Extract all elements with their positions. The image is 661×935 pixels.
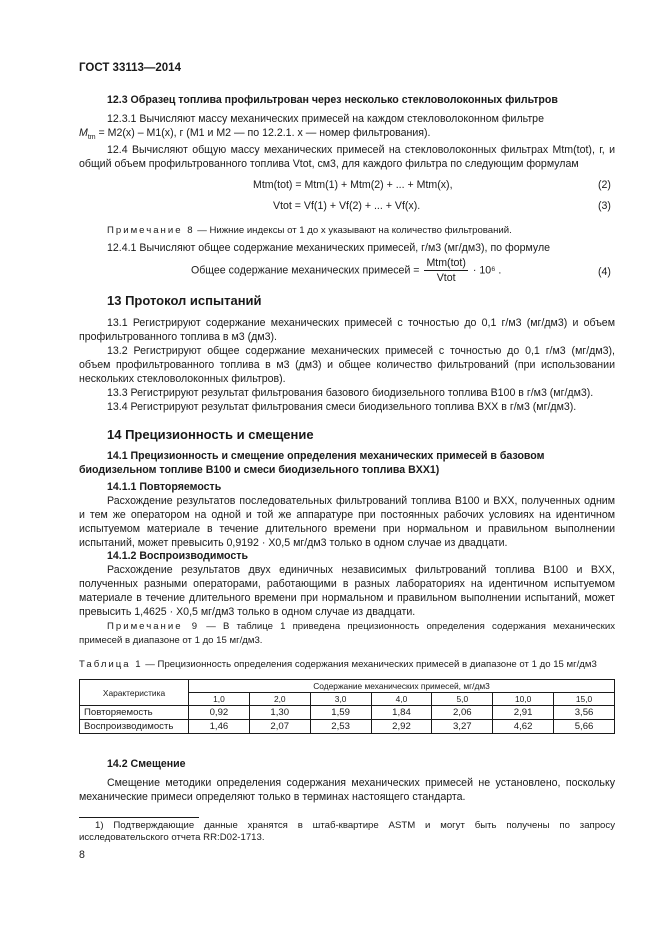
row-label: Воспроизводимость [80, 720, 189, 734]
document-header: ГОСТ 33113—2014 [79, 62, 181, 74]
value-cell: 2,91 [493, 706, 554, 720]
paragraph-text: 12.4.1 Вычисляют общее содержание механических примесей, г/м3 (мг/дм3), по формуле [107, 242, 551, 254]
section-14-1 [79, 449, 615, 477]
note-9: Примечание 9 — В таблице 1 приведена прецизионность определения содержания механических примесей в диапазоне от 1 до 15 мг/дм3. [79, 621, 615, 646]
table-header-row [80, 680, 615, 693]
paragraph-13-3: 13.3 Регистрируют результат фильтрования базового биодизельного топлива B100 в г/м3 (мг/дм3). [107, 387, 594, 399]
level-cell: 2,0 [249, 693, 310, 706]
section-14-1-2 [79, 549, 615, 619]
table-row [80, 720, 615, 734]
paragraph-text-continued: $M_{tm} = M2(x) - M1(x)$, г (M1 и M2 — по 12.2.1. x — номер фильтрования). [79, 127, 431, 142]
header-content-group: Содержание механических примесей, мг/дм3 [189, 680, 615, 693]
equation-number-3: (3) [598, 200, 611, 212]
paragraph-text: 12.3.1 Вычисляют массу механических примесей на каждом стекловолоконном фильтре [107, 113, 544, 125]
formula-4 [191, 257, 501, 284]
formula-2: Mtm(tot) = Mtm(1) + Mtm(2) + ... + Mtm(x), [253, 179, 453, 191]
paragraph-12-4-1 [79, 241, 615, 255]
header-characteristic: Характеристика [80, 680, 189, 706]
section-12-3 [79, 93, 615, 107]
section-12-3-title: 12.3 Образец топлива профильтрован через несколько стекловолоконных фильтров [107, 94, 558, 106]
value-cell: 5,66 [554, 720, 615, 734]
value-cell: 3,27 [432, 720, 493, 734]
paragraph-repeatability: Расхождение результатов последовательных фильтрований топлива B100 и BXX, полученных одним и тем же оператором на одной и той же аппаратуре при постоянных рабочих условиях на идентичном испытуемом материале в течение длительного времени при нормальном и правильном выполнении испытаний, может превысить 0,9192 · X0,5 мг/дм3 только в одном случае из двадцати. [79, 495, 615, 549]
level-cell: 3,0 [310, 693, 371, 706]
value-cell: 1,84 [371, 706, 432, 720]
section-14-2 [79, 757, 615, 804]
formula-4-fraction [424, 257, 467, 284]
level-cell: 5,0 [432, 693, 493, 706]
fraction-numerator: Mtm(tot) [426, 257, 466, 269]
subsection-14-1-1-title: 14.1.1 Повторяемость [107, 481, 222, 493]
precision-table [79, 679, 615, 734]
subsection-14-1-title: 14.1 Прецизионность и смещение определения механических примесей в базовом биодизельном топливе B100 и смеси биодизельного топлива BXX1) [79, 450, 545, 476]
value-cell: 0,92 [189, 706, 250, 720]
note-8: Примечание 8 — Нижние индексы от 1 до x указывают на количество фильтрований. [107, 225, 512, 236]
paragraph-reproducibility: Расхождение результатов двух единичных независимых фильтрований топлива B100 и BXX, полученных разными операторами, работающими в разных лабораториях на идентичном испытуемом материале в течение длительного времени при нормальном и правильном выполнении испытаний, может превысить 1,4625 · X0,5 мг/дм3 только в одном случае из двадцати. [79, 564, 615, 618]
level-cell: 1,0 [189, 693, 250, 706]
table-row [80, 706, 615, 720]
paragraph-13-2: 13.2 Регистрируют общее содержание механических примесей с точностью до 0,1 г/м3 (мг/дм3), объем профильтрованного топлива в м3 (дм3) и общее количество фильтрований (при использовании нескольких стекловолоконных фильтров). [79, 345, 615, 385]
paragraph-bias: Смещение методики определения содержания механических примесей не установлено, поскольку механические примеси определяют только в терминах настоящего стандарта. [79, 777, 615, 803]
section-13-body [79, 316, 615, 414]
footnote-separator [79, 817, 199, 818]
formula-4-tail: · 10⁶ . [472, 264, 502, 277]
equation-number-2: (2) [598, 179, 611, 191]
row-label: Повторяемость [80, 706, 189, 720]
formula-4-lhs: Общее содержание механических примесей = [191, 264, 420, 277]
paragraph-13-4: 13.4 Регистрируют результат фильтрования смеси биодизельного топлива BXX в г/м3 (мг/дм3). [107, 401, 577, 413]
paragraph-12-3-1 [79, 112, 615, 140]
value-cell: 2,06 [432, 706, 493, 720]
paragraph-12-4 [79, 143, 615, 171]
section-13-title: 13 Протокол испытаний [107, 293, 262, 308]
value-cell: 2,92 [371, 720, 432, 734]
equation-number-4: (4) [598, 266, 611, 278]
paragraph-13-1: 13.1 Регистрируют содержание механических примесей с точностью до 0,1 г/м3 (мг/дм3) и объем профильтрованного топлива в м3 (дм3). [79, 317, 615, 343]
footnote-text: 1) Подтверждающие данные хранятся в штаб-квартире ASTM и могут быть получены по запросу исследовательского отчета RR:D02-1713. [79, 820, 615, 843]
page-number: 8 [79, 849, 85, 861]
formula-3: Vtot = Vf(1) + Vf(2) + ... + Vf(x). [273, 200, 421, 212]
level-cell: 4,0 [371, 693, 432, 706]
section-14-1-1 [79, 480, 615, 550]
section-14-title: 14 Прецизионность и смещение [107, 427, 314, 442]
table-caption: Таблица 1 — Прецизионность определения содержания механических примесей в диапазоне от 1 до 15 мг/дм3 [79, 659, 597, 670]
footnote [79, 820, 615, 844]
value-cell: 1,59 [310, 706, 371, 720]
value-cell: 2,53 [310, 720, 371, 734]
paragraph-text: 12.4 Вычисляют общую массу механических примесей на стекловолоконных фильтрах Mtm(tot), г, и общий объем профильтрованного топлива Vtot, см3, для каждого фильтра по следующим формулам [79, 144, 615, 170]
fraction-denominator: Vtot [436, 272, 456, 284]
value-cell: 4,62 [493, 720, 554, 734]
value-cell: 2,07 [249, 720, 310, 734]
level-cell: 10,0 [493, 693, 554, 706]
subsection-14-1-2-title: 14.1.2 Воспроизводимость [107, 550, 248, 562]
value-cell: 1,30 [249, 706, 310, 720]
level-cell: 15,0 [554, 693, 615, 706]
value-cell: 3,56 [554, 706, 615, 720]
subsection-14-2-title: 14.2 Смещение [107, 758, 186, 770]
value-cell: 1,46 [189, 720, 250, 734]
